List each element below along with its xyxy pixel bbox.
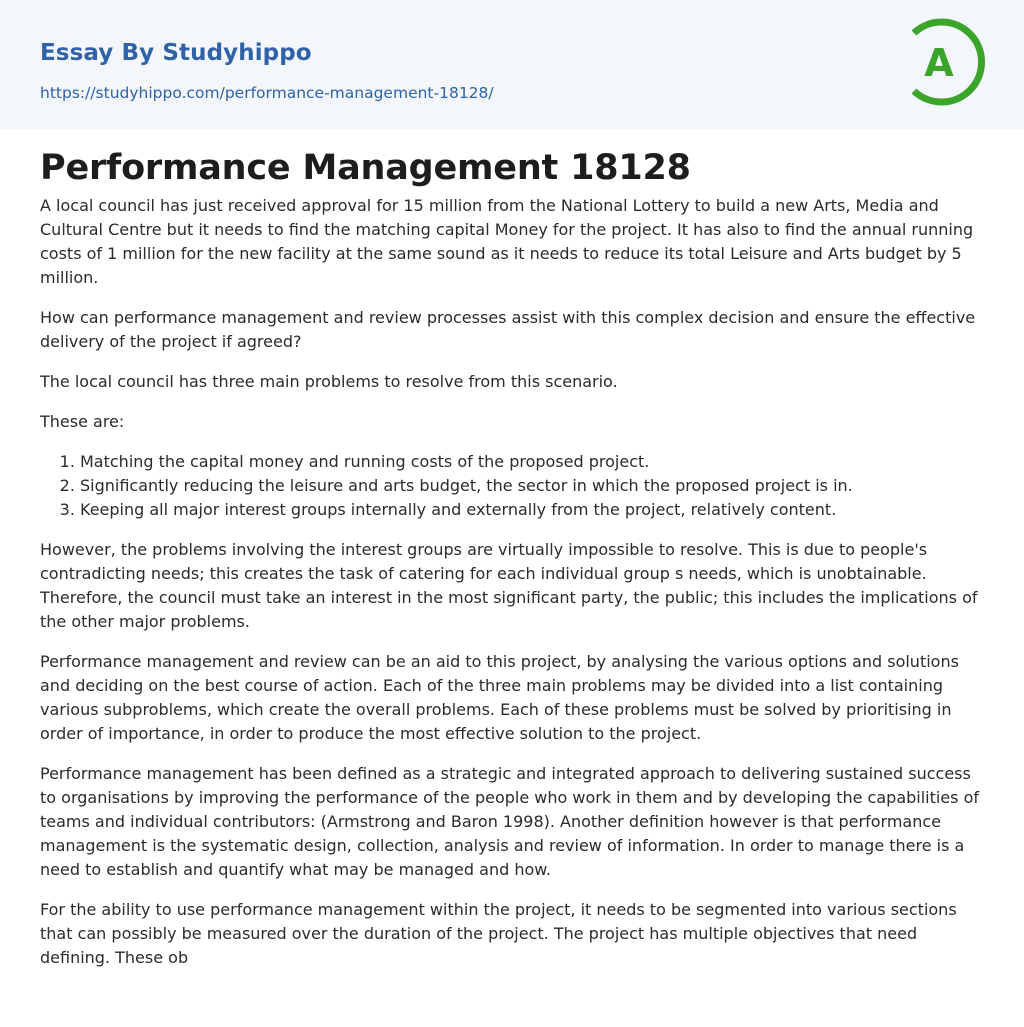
paragraph: How can performance management and review processes assist with this complex decision and ensure the effective delivery of the project if agreed? [40,308,976,351]
list-item: 3. Keeping all major interest groups internally and externally from the project, relatively content. [80,498,984,522]
logo-letter: A [924,41,954,85]
list-item: 1. Matching the capital money and running costs of the proposed project. [80,450,984,474]
paragraph: These are: [40,412,125,431]
paragraph: However, the problems involving the interest groups are virtually impossible to resolve. This is due to people's contradicting needs; this creates the task of catering for each individual group s needs, which is unobtainable. Therefore, the council must take an interest in the most significant party, the public; this includes the implications of the other major problems. [40,540,978,631]
list-item: 2. Significantly reducing the leisure and arts budget, the sector in which the proposed project is in. [80,474,984,498]
page-header [0,0,1024,129]
paragraph: Performance management has been defined as a strategic and integrated approach to delivering sustained success to organisations by improving the performance of the people who work in them and by developing the capabilities of teams and individual contributors: (Armstrong and Baron 1998). Another definition however is that performance management is the systematic design, collection, analysis and review of information. In order to manage there is a need to establish and quantify what may be managed and how. [40,764,980,879]
paragraph: The local council has three main problems to resolve from this scenario. [40,372,618,391]
paragraph: For the ability to use performance management within the project, it needs to be segmented into various sections that can possibly be measured over the duration of the project. The project has multiple objectives that need defining. These ob [40,900,957,967]
paragraph: A local council has just received approval for 15 million from the National Lottery to build a new Arts, Media and Cultural Centre but it needs to find the matching capital Money for the project. It has also to find the annual running costs of 1 million for the new facility at the same sound as it needs to reduce its total Leisure and Arts budget by 5 million. [40,196,974,287]
source-url-link[interactable]: https://studyhippo.com/performance-management-18128/ [40,84,494,102]
essay-title: Performance Management 18128 [40,148,691,188]
essay-body [40,194,984,986]
studyhippo-logo[interactable] [908,17,990,107]
site-brand[interactable]: Essay By Studyhippo [40,40,312,66]
problem-list [40,450,984,522]
paragraph: Performance management and review can be an aid to this project, by analysing the various options and solutions and deciding on the best course of action. Each of the three main problems may be divided into a list containing various subproblems, which create the overall problems. Each of these problems must be solved by prioritising in order of importance, in order to produce the most effective solution to the project. [40,652,959,743]
logo-ring-icon [908,17,990,107]
